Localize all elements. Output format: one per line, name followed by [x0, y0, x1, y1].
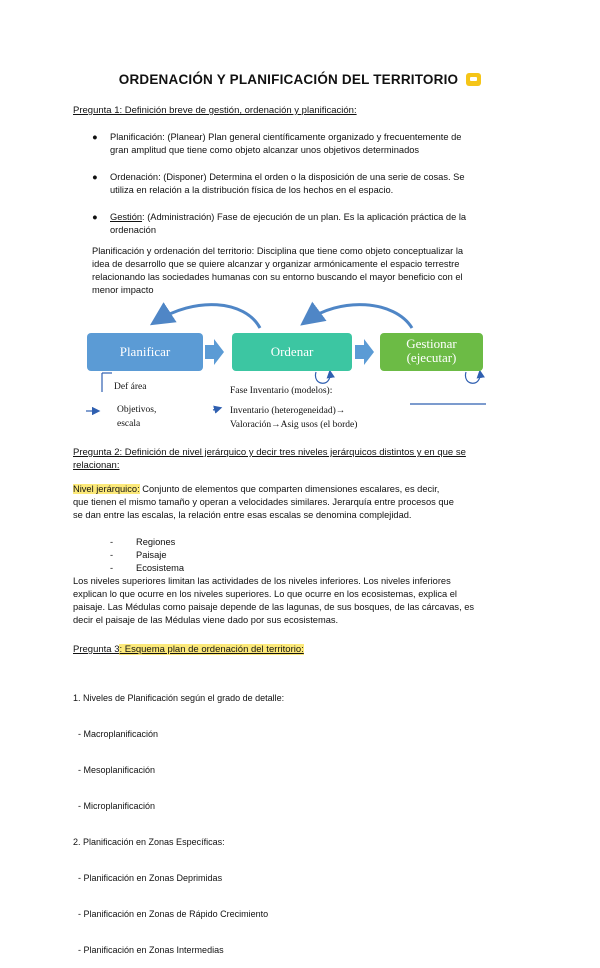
- list-item: - Regiones: [110, 537, 176, 547]
- question-2-heading: [73, 446, 533, 472]
- box-label: Ordenar: [270, 344, 314, 359]
- hand-loop: [465, 372, 480, 383]
- feedback-arrow: [305, 305, 412, 328]
- box-label: Gestionar: [406, 336, 457, 351]
- definition-line: Planificación: (Planear) Plan general científicamente organizado y frecuentemente de: [110, 132, 462, 142]
- level-label: Paisaje: [136, 550, 167, 560]
- levels-paragraph: [73, 575, 533, 627]
- ordenar-box: [232, 333, 352, 371]
- highlighted-term: Nivel jerárquico:: [73, 484, 140, 494]
- paragraph-line: idea de desarrollo que se quiere alcanzar y organizar armónicamente el espacio terrestre: [92, 259, 460, 269]
- list-item: - Planificación en Zonas Intermedias: [73, 945, 224, 955]
- feedback-arrow: [155, 305, 260, 328]
- heading-line: Pregunta 2: Definición de nivel jerárquico y decir tres niveles jerárquicos distintos y en que se: [73, 447, 466, 458]
- definition-line: utiliza en relación a la distribución física de los hechos en el espacio.: [110, 185, 394, 195]
- note-escala: escala: [117, 419, 141, 429]
- bullet-dot: ●: [92, 212, 98, 222]
- list-item: - Paisaje: [110, 550, 167, 560]
- block-arrow-right: [355, 339, 374, 365]
- comment-icon[interactable]: [466, 73, 481, 86]
- paragraph-line: Planificación y ordenación del territorio: Disciplina que tiene como objeto conceptualizar la: [92, 246, 464, 256]
- definition-line: Ordenación: (Disponer) Determina el orden o la disposición de una serie de cosas. Se: [110, 172, 465, 182]
- question-1-heading: Pregunta 1: Definición breve de gestión, ordenación y planificación:: [73, 105, 357, 116]
- definition-line: : (Administración) Fase de ejecución de un plan. Es la aplicación práctica de la: [142, 212, 467, 222]
- hand-loop: [315, 372, 330, 383]
- highlighted-heading: : Esquema plan de ordenación del territorio:: [119, 644, 304, 655]
- list-item: [92, 211, 532, 237]
- gestionar-box: [380, 333, 483, 371]
- levels-list: [110, 536, 184, 575]
- paragraph-line: decir el paisaje de las Médulas viene dado por sus ecosistemas.: [73, 615, 339, 625]
- definition-line: se dan entre las escalas, la relación entre esas escalas se denomina complejidad.: [73, 510, 412, 520]
- list-item: - Planificación en Zonas de Rápido Crecimiento: [73, 909, 269, 919]
- paragraph-line: explican lo que ocurre en los niveles superiores. Lo que ocurre en los ecosistemas, explica el: [73, 589, 457, 599]
- plan-scheme-list: [73, 668, 284, 968]
- bullet-dot: ●: [92, 132, 98, 142]
- paragraph-line: relacionando las sociedades humanas con su entorno buscando el mayor beneficio con el: [92, 272, 463, 282]
- note-inventario: Inventario (heterogeneidad)→: [230, 406, 346, 416]
- question-3-heading: [73, 643, 304, 656]
- bullet-dot: ●: [92, 172, 98, 182]
- paragraph-line: Los niveles superiores limitan las actividades de los niveles inferiores. Los niveles inferiores: [73, 576, 451, 586]
- box-label: (ejecutar): [406, 350, 457, 365]
- list-item: 2. Planificación en Zonas Específicas:: [73, 837, 225, 847]
- list-item: - Mesoplanificación: [73, 765, 156, 775]
- definition-line: que tienen el mismo tamaño y operan a velocidades similares. Jerarquía entre procesos que: [73, 497, 454, 507]
- box-label: Planificar: [119, 344, 171, 359]
- list-item: [92, 131, 532, 157]
- planificar-box: [87, 333, 203, 371]
- note-objetivos: Objetivos,: [117, 405, 157, 415]
- note-def-area: Def área: [114, 382, 147, 392]
- heading-part: Pregunta 3: [73, 644, 120, 655]
- block-arrow-right: [205, 339, 224, 365]
- definition-line: ordenación: [110, 225, 157, 235]
- heading-line: relacionan:: [73, 460, 120, 471]
- note-valoracion: Valoración→Asig usos (el borde): [230, 420, 358, 430]
- title-text: ORDENACIÓN Y PLANIFICACIÓN DEL TERRITORIO: [118, 72, 459, 87]
- list-item: 1. Niveles de Planificación según el grado de detalle:: [73, 693, 285, 703]
- list-item: - Planificación en Zonas Deprimidas: [73, 873, 223, 883]
- level-label: Ecosistema: [136, 563, 185, 573]
- list-item: - Ecosistema: [110, 563, 185, 573]
- list-item: - Microplanificación: [73, 801, 156, 811]
- planning-paragraph: [92, 245, 522, 297]
- page-title: [0, 72, 600, 87]
- paragraph-line: menor impacto: [92, 285, 154, 295]
- level-label: Regiones: [136, 537, 176, 547]
- nivel-jerarquico-definition: [73, 483, 533, 522]
- definition-line: Conjunto de elementos que comparten dimensiones escalares, es decir,: [139, 484, 440, 494]
- list-item: [92, 171, 532, 197]
- gestion-label: Gestión: [110, 212, 143, 222]
- definition-line: gran amplitud que tiene como objeto alcanzar unos objetivos determinados: [110, 145, 420, 155]
- paragraph-line: paisaje. Las Médulas como paisaje depende de las lagunas, de sus bosques, de las cárcavas, es: [73, 602, 475, 612]
- note-fase-inventario: Fase Inventario (modelos):: [230, 386, 333, 396]
- list-item: - Macroplanificación: [73, 729, 159, 739]
- hand-arrow: [213, 408, 220, 410]
